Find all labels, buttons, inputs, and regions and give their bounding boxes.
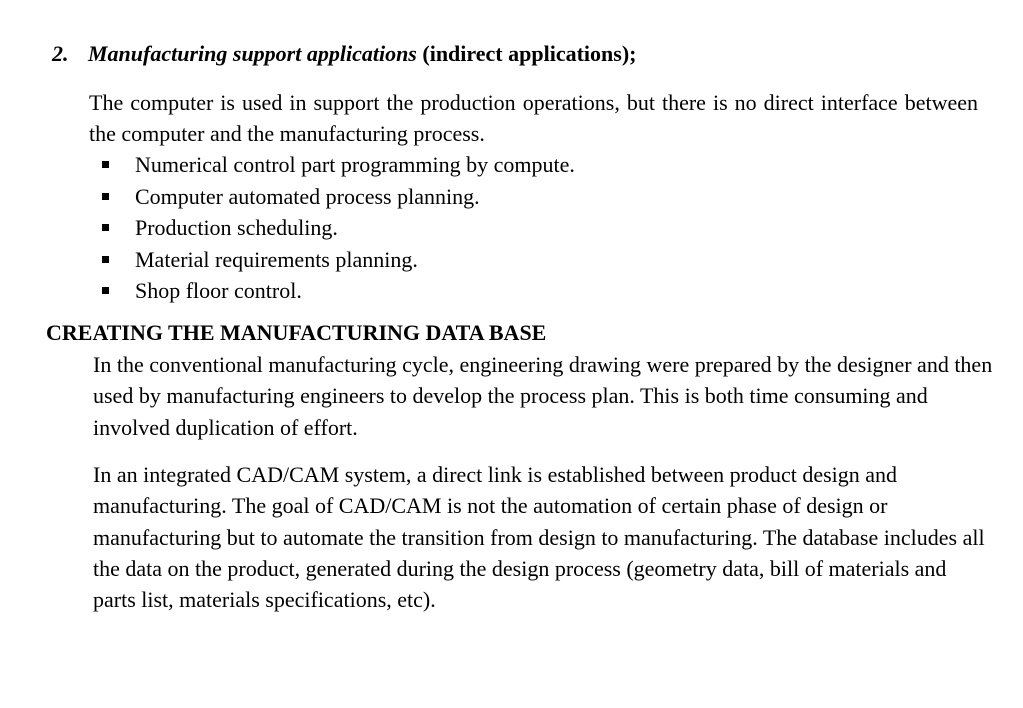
square-bullet-icon — [102, 287, 109, 294]
database-paragraph-1: In the conventional manufacturing cycle, engineering drawing were prepared by the designer and then used by manufacturing engineers to develop the process plan. This is both time consuming and involved duplication of effort. — [93, 352, 993, 440]
list-item — [100, 149, 575, 181]
section-number: 2. — [52, 41, 69, 66]
list-item-text: Computer automated process planning. — [135, 183, 480, 209]
list-item — [100, 275, 575, 307]
list-item-text: Numerical control part programming by compute. — [135, 152, 575, 177]
list-item — [100, 181, 575, 213]
list-item-text: Production scheduling. — [135, 215, 338, 240]
section-2-heading — [52, 40, 636, 68]
database-paragraph-2: In an integrated CAD/CAM system, a direct link is established between product design and manufacturing. The goal of CAD/CAM is not the automation of certain phase of design or manufacturing but to automate the transition from design to manufacturing. The database includes all the data on the product, generated during the design process (geometry data, bill of materials and parts list, materials specifications, etc). — [93, 462, 985, 613]
square-bullet-icon — [102, 193, 109, 200]
list-item — [100, 244, 575, 276]
section-2-intro: The computer is used in support the production operations, but there is no direct interface between the computer and the manufacturing process. — [89, 90, 978, 146]
database-section-title: CREATING THE MANUFACTURING DATA BASE — [46, 320, 547, 345]
list-item-text: Material requirements planning. — [135, 246, 418, 272]
list-item-text: Shop floor control. — [135, 278, 302, 303]
section-title-suffix: (indirect applications); — [416, 41, 637, 66]
square-bullet-icon — [102, 224, 109, 231]
list-item — [100, 212, 575, 244]
square-bullet-icon — [102, 161, 109, 168]
square-bullet-icon — [102, 256, 109, 263]
applications-bullet-list — [100, 149, 575, 307]
section-title-italic: Manufacturing support applications — [88, 41, 417, 66]
